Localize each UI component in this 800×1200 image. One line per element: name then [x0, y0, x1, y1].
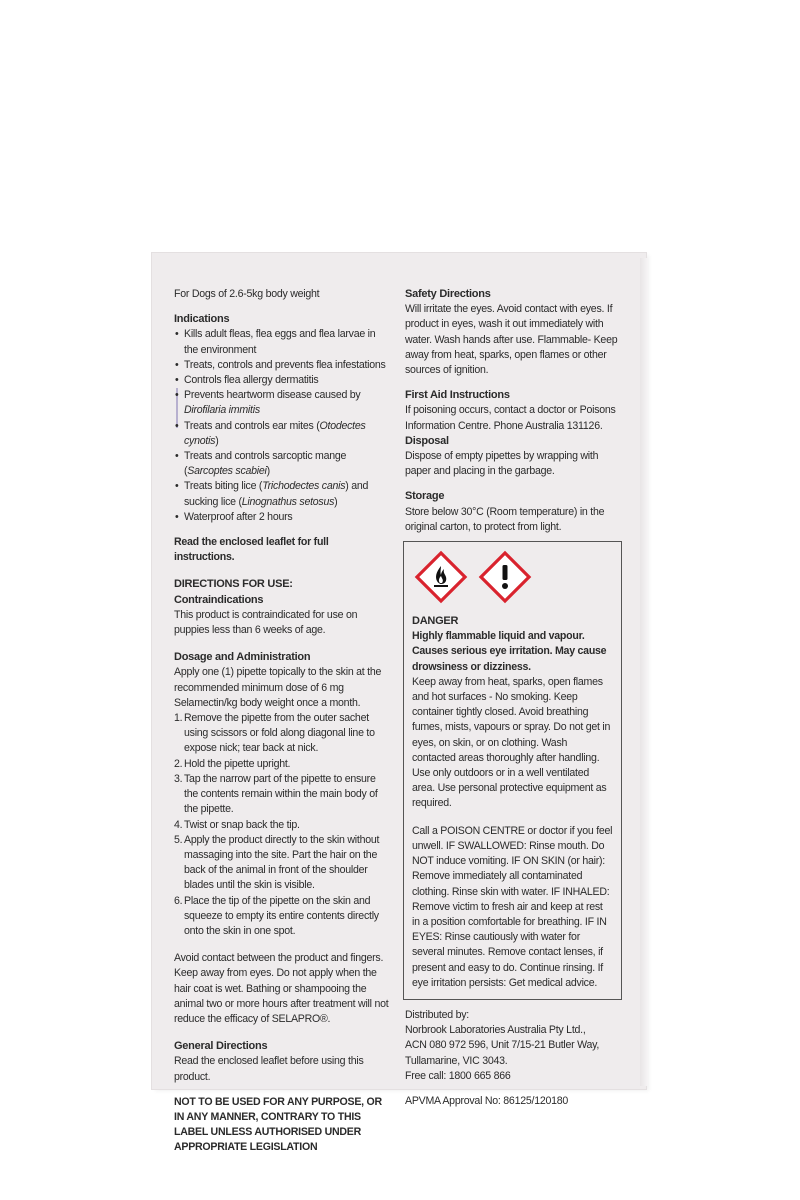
indication-item: • Controls flea allergy dermatitis: [174, 373, 390, 388]
distributed-by-label: Distributed by:: [405, 1008, 469, 1021]
indication-item: • Waterproof after 2 hours: [174, 510, 390, 525]
general-directions-heading: General Directions: [174, 1040, 268, 1053]
administration-step: 4. Twist or snap back the tip.: [174, 818, 300, 831]
legal-warning: NOT TO BE USED FOR ANY PURPOSE, OR IN ANY MANNER, CONTRARY TO THIS LABEL UNLESS AUTHORISED UNDER APPROPRIATE LEGISLATION: [174, 1095, 382, 1154]
distributor-line: Norbrook Laboratories Australia Pty Ltd.,: [405, 1024, 586, 1037]
administration-step: 6. Place the tip of the pipette on the skin and squeeze to empty its entire contents directly onto the skin in one spot.: [174, 894, 379, 937]
distributor-line: Tullamarine, VIC 3043.: [405, 1054, 508, 1067]
distributor-line: ACN 080 972 596, Unit 7/15-21 Butler Way,: [405, 1039, 600, 1052]
distributor-line: Free call: 1800 665 866: [405, 1069, 511, 1082]
danger-signal-word: DANGER: [412, 615, 459, 628]
contraindications-heading: Contraindications: [174, 593, 264, 606]
box-side-edge: [640, 258, 648, 1086]
precaution-statements: Keep away from heat, sparks, open flames and hot surfaces - No smoking. Keep container tightly closed. Avoid breathing fumes, mists, vapours or spray. Do not get in eyes, on skin, or on clothing. Wash contacted areas thoroughly after handling. Use only outdoors or in a well ventilated area. Use personal protective equipment as required.: [412, 675, 611, 810]
storage-text: Store below 30°C (Room temperature) in the original carton, to protect from light.: [405, 505, 605, 533]
read-leaflet-notice: Read the enclosed leaflet for full instructions.: [174, 536, 329, 564]
left-column: [174, 287, 390, 1156]
body-weight-text: For Dogs of 2.6-5kg body weight: [174, 288, 320, 300]
storage-heading: Storage: [405, 490, 445, 503]
first-aid-text: If poisoning occurs, contact a doctor or Poisons Information Centre. Phone Australia 131126.: [405, 404, 616, 432]
indication-item: • Treats and controls ear mites (Otodectes cynotis): [174, 419, 390, 449]
indications-list: [174, 327, 390, 525]
administration-steps: [174, 711, 390, 939]
disposal-heading: Disposal: [405, 434, 449, 447]
dosage-text: Apply one (1) pipette topically to the skin at the recommended minimum dose of 6 mg Selamectin/kg body weight once a month.: [174, 666, 382, 709]
safety-directions-text: Will irritate the eyes. Avoid contact with eyes. If product in eyes, wash it out immediately with water. Wash hands after use. Flammable- Keep away from heat, sparks, open flames or other sources of ignition.: [405, 303, 618, 377]
general-directions-text: Read the enclosed leaflet before using this product.: [174, 1055, 364, 1083]
administration-step: 5. Apply the product directly to the skin without massaging into the site. Part the hair on the back of the animal in front of the shoulder blades until the skin is visible.: [174, 833, 380, 892]
indications-heading: Indications: [174, 313, 230, 326]
administration-step: 2. Hold the pipette upright.: [174, 757, 291, 770]
indication-item: • Treats biting lice (Trichodectes canis) and sucking lice (Linognathus setosus): [174, 479, 390, 509]
indication-item: • Kills adult fleas, flea eggs and flea larvae in the environment: [174, 327, 390, 357]
avoid-contact-text: Avoid contact between the product and fingers. Keep away from eyes. Do not apply when the hair coat is wet. Bathing or shampooing the animal two or more hours after treatment will not reduce the efficacy of SELAPRO®.: [174, 952, 389, 1025]
distributor-address: [405, 1023, 625, 1084]
distributor-block: [405, 1008, 625, 1084]
apvma-approval: APVMA Approval No: 86125/120180: [405, 1094, 569, 1107]
contraindications-text: This product is contraindicated for use on puppies less than 6 weeks of age.: [174, 608, 358, 637]
ghs-hazard-panel: [403, 541, 622, 1000]
administration-step: 3. Tap the narrow part of the pipette to ensure the contents remain within the main body of the pipette.: [174, 772, 378, 816]
safety-directions-heading: Safety Directions: [405, 288, 491, 300]
indication-item: • Treats, controls and prevents flea infestations: [174, 358, 390, 373]
directions-heading: DIRECTIONS FOR USE:: [174, 578, 293, 591]
right-column: [405, 287, 625, 1109]
dosage-heading: Dosage and Administration: [174, 651, 311, 664]
exclamation-pictogram-icon: [478, 550, 532, 604]
hazard-pictograms: [412, 548, 613, 608]
indication-item: • Treats and controls sarcoptic mange (Sarcoptes scabiei): [174, 449, 390, 479]
administration-step: 1. Remove the pipette from the outer sachet using scissors or fold along diagonal line to expose nick; tear back at nick.: [174, 712, 375, 755]
disposal-text: Dispose of empty pipettes by wrapping with paper and placing in the garbage.: [405, 450, 599, 478]
hazard-statements: Highly flammable liquid and vapour. Causes serious eye irritation. May cause drowsiness or dizziness.: [412, 630, 607, 673]
poison-response-statements: Call a POISON CENTRE or doctor if you feel unwell. IF SWALLOWED: Rinse mouth. Do NOT induce vomiting. IF ON SKIN (or hair): Remove immediately all contaminated clothing. Rinse skin with water. IF INHALED: Remove victim to fresh air and keep at rest in a position comfortable for breathing. IF IN EYES: Rinse cautiously with water for several minutes. Remove contact lenses, if present and easy to do. Continue rinsing. If eye irritation persists: Get medical advice.: [412, 824, 613, 989]
first-aid-heading: First Aid Instructions: [405, 389, 510, 402]
indication-item: • Prevents heartworm disease caused by Dirofilaria immitis: [174, 388, 390, 418]
flame-pictogram-icon: [414, 550, 468, 604]
